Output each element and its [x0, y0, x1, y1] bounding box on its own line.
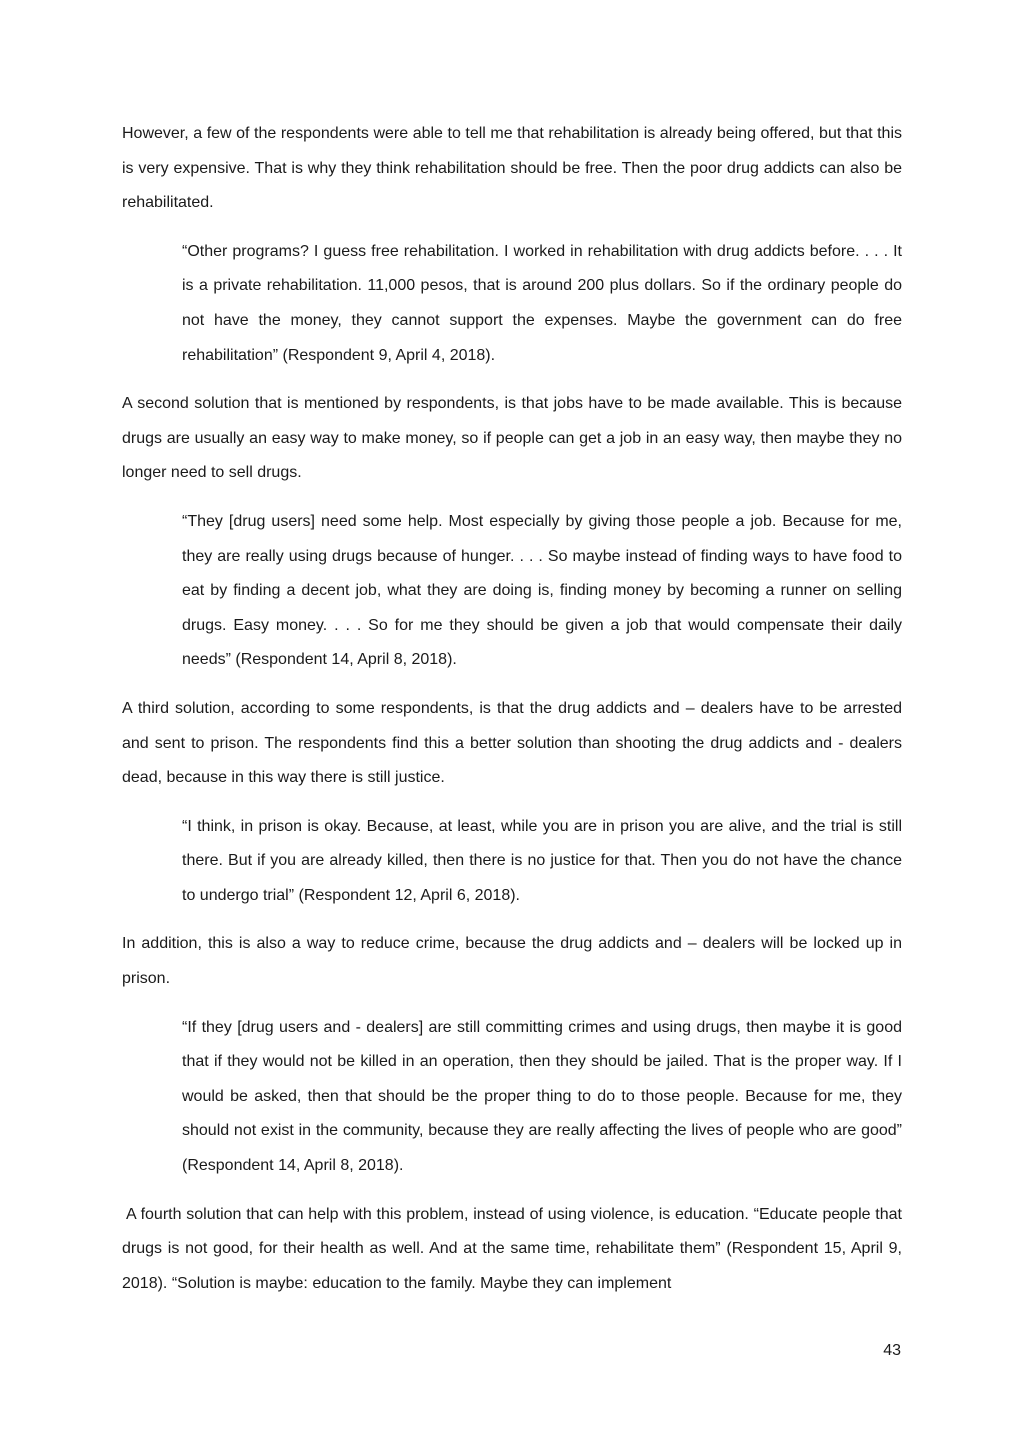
paragraph-reduce-crime: In addition, this is also a way to reduce crime, because the drug addicts and – dealers will be locked up in prison. — [122, 935, 902, 988]
paragraph-rehabilitation-cost: However, a few of the respondents were able to tell me that rehabilitation is already being offered, but that this is very expensive. That is why they think rehabilitation should be free. Then the poor drug addicts can also be rehabilitated. — [122, 125, 902, 212]
page-number: 43 — [883, 1342, 901, 1359]
document-body — [122, 117, 902, 1315]
quote-respondent-14-job: “They [drug users] need some help. Most especially by giving those people a job. Because for me, they are really using drugs because of hunger. . . . So maybe instead of finding ways to have food to eat by finding a decent job, what they are doing is, finding money by becoming a runner on selling drugs. Easy money. . . . So for me they should be given a job that would compensate their daily needs” (Respondent 14, April 8, 2018). — [182, 512, 902, 669]
paragraph-third-solution: A third solution, according to some respondents, is that the drug addicts and – dealers have to be arrested and sent to prison. The respondents find this a better solution than shooting the drug addicts and - dealers dead, because in this way there is still justice. — [122, 699, 902, 787]
quote-respondent-12: “I think, in prison is okay. Because, at least, while you are in prison you are alive, and the trial is still there. But if you are already killed, then there is no justice for that. Then you do not have the chance to undergo trial” (Respondent 12, April 6, 2018). — [182, 817, 902, 904]
quote-respondent-14-jail: “If they [drug users and - dealers] are still committing crimes and using drugs, then maybe it is good that if they would not be killed in an operation, then they should be jailed. That is the proper way. If I would be asked, then that should be the proper thing to do to those people. Because for me, they should not exist in the community, because they are really affecting the lives of people who are good” (Respondent 14, April 8, 2018). — [182, 1018, 902, 1175]
quote-respondent-9: “Other programs? I guess free rehabilitation. I worked in rehabilitation with drug addicts before. . . . It is a private rehabilitation. 11,000 pesos, that is around 200 plus dollars. So if the ordinary people do not have the money, they cannot support the expenses. Maybe the government can do free rehabilitation” (Respondent 9, April 4, 2018). — [182, 242, 902, 364]
paragraph-fourth-solution: A fourth solution that can help with this problem, instead of using violence, is education. “Educate people that drugs is not good, for their health as well. And at the same time, rehabilitate them” (Respondent 15, April 9, 2018). “Solution is maybe: education to the family. Maybe they can implement — [122, 1205, 902, 1292]
paragraph-second-solution: A second solution that is mentioned by respondents, is that jobs have to be made available. This is because drugs are usually an easy way to make money, so if people can get a job in an easy way, then maybe they no longer need to sell drugs. — [122, 395, 902, 482]
